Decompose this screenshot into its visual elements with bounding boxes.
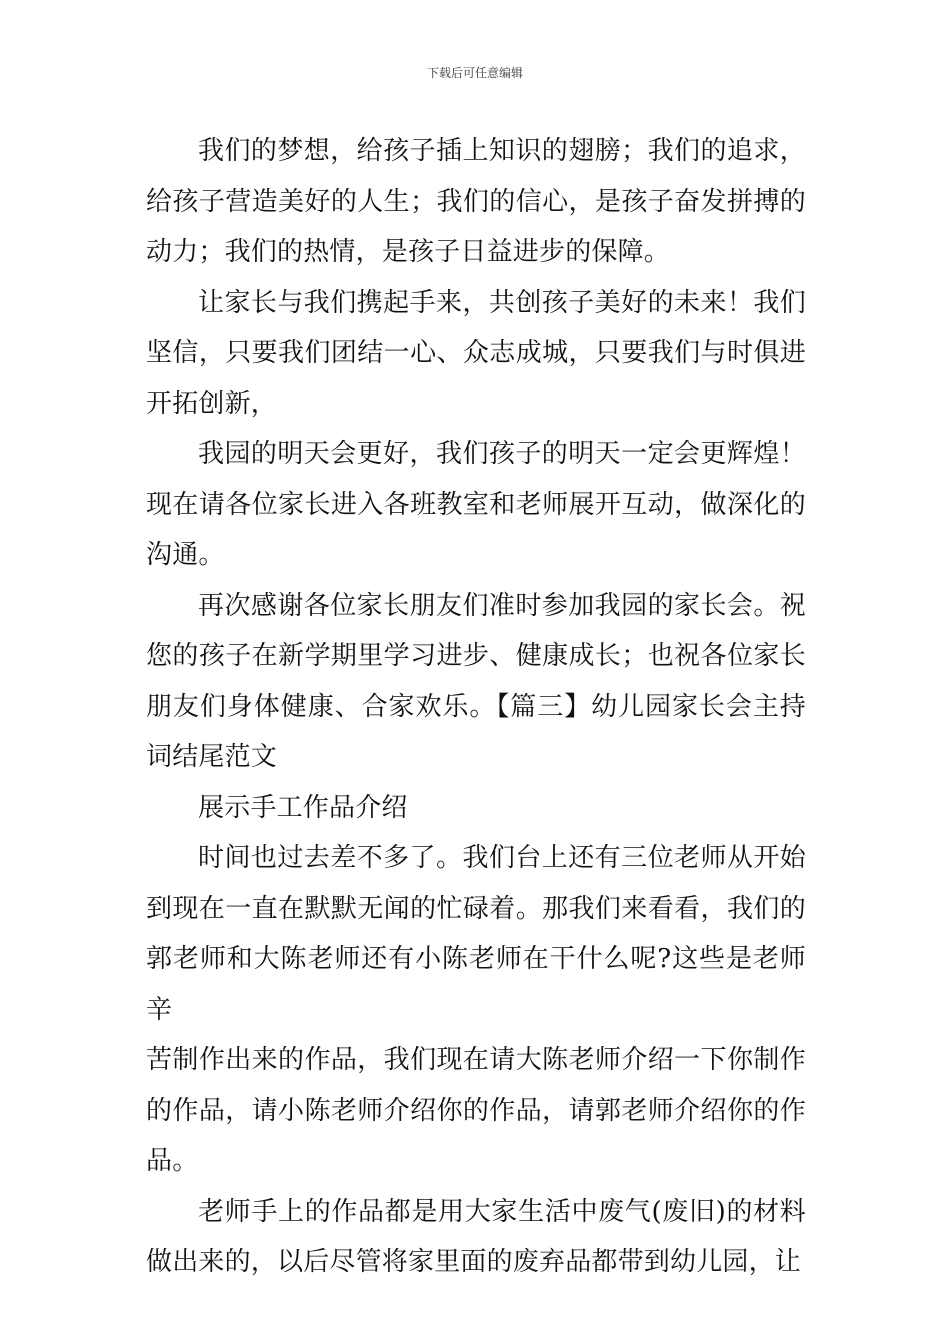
text-line: 动力；我们的热情，是孩子日益进步的保障。	[146, 237, 671, 267]
text-line: 做出来的，以后尽管将家里面的废弃品都带到幼儿园，让	[146, 1247, 802, 1277]
page-header: 下载后可任意编辑	[426, 66, 523, 80]
text-line: 现在请各位家长进入各班教室和老师展开互动，做深化的	[146, 489, 806, 520]
text-line: 我们的梦想，给孩子插上知识的翅膀；我们的追求，	[198, 136, 806, 166]
text-line: 我园的明天会更好，我们孩子的明天一定会更辉煌！	[198, 439, 806, 469]
text-line: 再次感谢各位家长朋友们准时参加我园的家长会。祝	[198, 590, 806, 621]
text-line: 到现在一直在默默无闻的忙碌着。那我们来看看，我们的	[146, 893, 806, 924]
text-line: 苦制作出来的作品，我们现在请大陈老师介绍一下你制作	[146, 1045, 806, 1075]
text-line: 给孩子营造美好的人生；我们的信心，是孩子奋发拼搏的	[146, 186, 806, 217]
paragraph	[146, 278, 806, 430]
text-line: 开拓创新，	[146, 388, 278, 419]
text-line: 的作品，请小陈老师介绍你的作品，请郭老师介绍你的作	[146, 1095, 806, 1126]
text-line: 时间也过去差不多了。我们台上还有三位老师从开始	[198, 843, 806, 873]
text-line: 品。	[146, 1146, 199, 1176]
text-line: 郭老师和大陈老师还有小陈老师在干什么呢?这些是老师辛	[146, 944, 806, 1025]
paragraph	[146, 429, 806, 581]
document-body	[146, 126, 806, 1288]
paragraph	[146, 126, 806, 278]
text-line: 展示手工作品介绍	[198, 792, 408, 823]
paragraph	[146, 1187, 806, 1288]
text-line: 朋友们身体健康、合家欢乐。【篇三】幼儿园家长会主持	[146, 691, 806, 722]
text-line: 让家长与我们携起手来，共创孩子美好的未来！我们	[198, 287, 806, 318]
paragraph	[146, 833, 806, 1187]
paragraph	[146, 783, 806, 834]
text-line: 老师手上的作品都是用大家生活中废气(废旧)的材料	[198, 1196, 806, 1227]
text-line: 词结尾范文	[146, 742, 278, 772]
text-line: 坚信，只要我们团结一心、众志成城，只要我们与时俱进	[146, 338, 806, 368]
text-line: 您的孩子在新学期里学习进步、健康成长；也祝各位家长	[146, 641, 806, 671]
text-line: 沟通。	[146, 540, 225, 570]
paragraph	[146, 581, 806, 783]
